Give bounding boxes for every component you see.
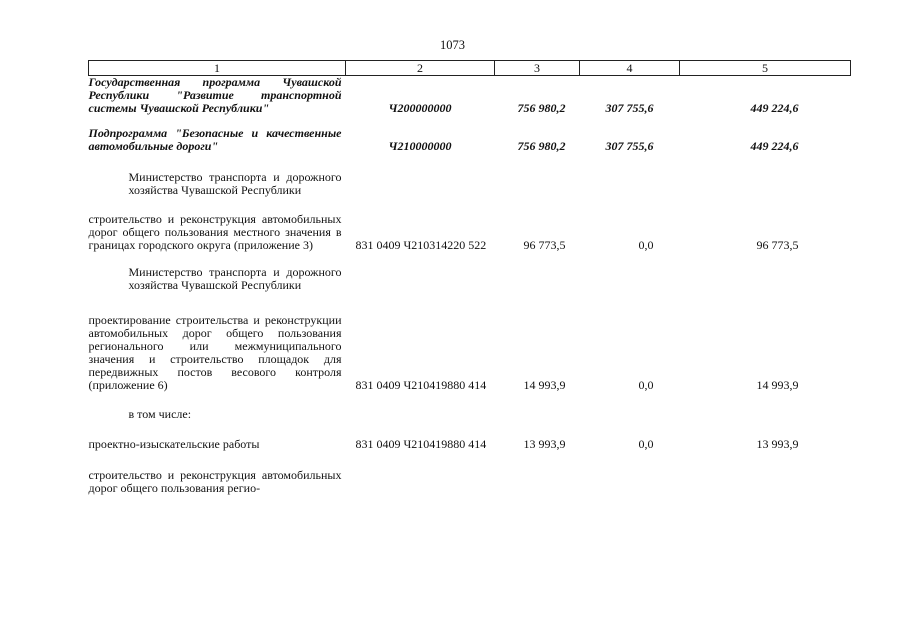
row-value-total: 13 993,9 <box>523 437 566 451</box>
column-header-1: 1 <box>89 61 346 76</box>
row-value-total: 756 980,2 <box>517 139 566 153</box>
column-header-3: 3 <box>495 61 580 76</box>
table-row <box>89 213 851 252</box>
column-header-2: 2 <box>346 61 495 76</box>
row-name: проектирование строительства и реконструкции автомобильных дорог общего пользования регионального или межмуниципального значения и строительство площадок для передвижных постов весового контроля (приложение 6) <box>88 313 342 392</box>
table-body <box>89 76 851 496</box>
row-name: в том числе: <box>128 407 192 421</box>
table-row <box>89 76 851 116</box>
row-code: 831 0409 Ч210419880 414 <box>355 437 487 451</box>
row-value-col4: 0,0 <box>638 238 654 252</box>
row-value-total: 96 773,5 <box>523 238 566 252</box>
table-row <box>89 314 851 392</box>
table-row <box>89 266 851 292</box>
row-name: Подпрограмма "Безопасные и качественные автомобильные дороги" <box>88 126 342 153</box>
row-name: проектно-изыскательские работы <box>88 437 260 451</box>
row-value-col4: 307 755,6 <box>605 101 654 115</box>
column-header-5: 5 <box>680 61 851 76</box>
table-row <box>89 469 851 495</box>
row-value-col5: 449 224,6 <box>750 101 799 115</box>
table-row <box>89 127 851 153</box>
row-code: Ч210000000 <box>388 139 452 153</box>
column-number-row <box>89 61 851 76</box>
row-value-total: 756 980,2 <box>517 101 566 115</box>
row-value-col5: 14 993,9 <box>756 378 799 392</box>
row-code: 831 0409 Ч210314220 522 <box>355 238 487 252</box>
row-value-total: 14 993,9 <box>523 378 566 392</box>
row-value-col4: 0,0 <box>638 437 654 451</box>
row-value-col4: 307 755,6 <box>605 139 654 153</box>
table-row <box>89 165 851 197</box>
table-row <box>89 438 851 451</box>
row-code: 831 0409 Ч210419880 414 <box>355 378 487 392</box>
budget-table <box>88 60 851 495</box>
row-name: строительство и реконструкция автомобильных дорог общего пользования регио- <box>88 468 342 495</box>
row-code: Ч200000000 <box>388 101 452 115</box>
row-value-col5: 13 993,9 <box>756 437 799 451</box>
row-value-col5: 449 224,6 <box>750 139 799 153</box>
row-name: Государственная программа Чувашской Республики "Развитие транспортной системы Чувашской Республики" <box>88 75 342 115</box>
row-name: Министерство транспорта и дорожного хозяйства Чувашской Республики <box>128 170 342 197</box>
page-number: 1073 <box>440 38 465 52</box>
row-value-col4: 0,0 <box>638 378 654 392</box>
row-name: Министерство транспорта и дорожного хозяйства Чувашской Республики <box>128 265 342 292</box>
table-row <box>89 408 851 421</box>
column-header-4: 4 <box>580 61 680 76</box>
row-name: строительство и реконструкция автомобильных дорог общего пользования местного значения в границах городского округа (приложение 3) <box>88 212 342 252</box>
table-header <box>89 61 851 76</box>
row-value-col5: 96 773,5 <box>756 238 799 252</box>
